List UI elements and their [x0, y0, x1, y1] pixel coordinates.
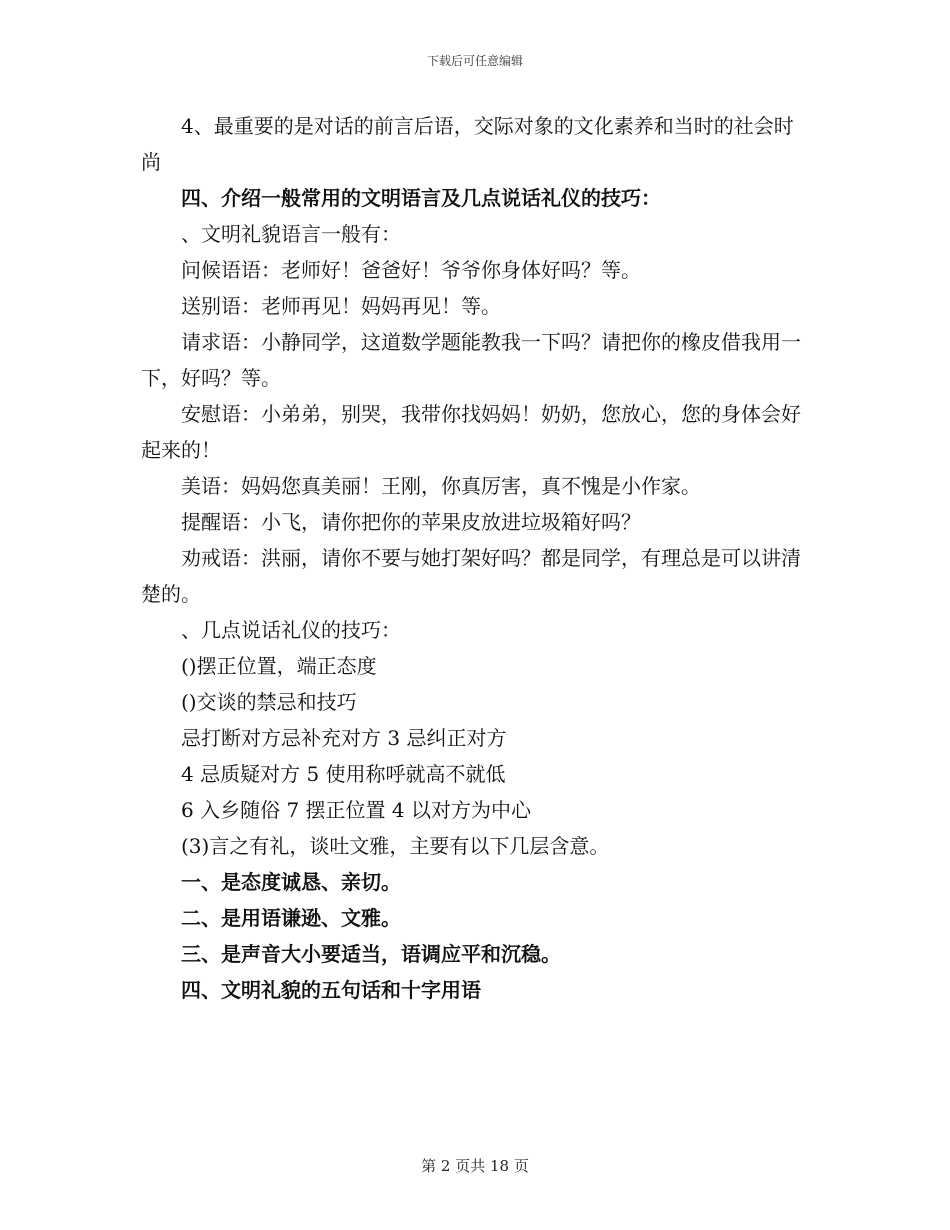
body-paragraph: 4、最重要的是对话的前言后语，交际对象的文化素养和当时的社会时尚 — [141, 114, 794, 174]
body-paragraph: 提醒语：小飞，请你把你的苹果皮放进垃圾箱好吗？ — [181, 510, 641, 534]
body-paragraph: 劝戒语：洪丽，请你不要与她打架好吗？都是同学，有理总是可以讲清楚的。 — [141, 546, 801, 606]
body-paragraph: (3)言之有礼，谈吐文雅，主要有以下几层含意。 — [181, 834, 610, 858]
page-header: 下载后可任意编辑 — [426, 54, 523, 68]
body-paragraph: 请求语：小静同学，这道数学题能教我一下吗？请把你的橡皮借我用一下，好吗？等。 — [141, 330, 801, 390]
body-paragraph: ()摆正位置，端正态度 — [181, 654, 377, 678]
section-heading: 三、是声音大小要适当，语调应平和沉稳。 — [181, 942, 561, 966]
body-paragraph: 、文明礼貌语言一般有： — [181, 222, 401, 246]
page-footer: 第 2 页共 18 页 — [421, 1157, 529, 1175]
body-paragraph: 6 入乡随俗 7 摆正位置 4 以对方为中心 — [181, 798, 531, 822]
body-paragraph: 忌打断对方忌补充对方 3 忌纠正对方 — [181, 726, 507, 750]
body-paragraph: ()交谈的禁忌和技巧 — [181, 690, 357, 714]
section-heading: 四、文明礼貌的五句话和十字用语 — [181, 978, 481, 1002]
body-paragraph: 、几点说话礼仪的技巧： — [181, 618, 401, 642]
section-heading: 二、是用语谦逊、文雅。 — [181, 906, 401, 930]
section-heading: 四、介绍一般常用的文明语言及几点说话礼仪的技巧： — [181, 186, 661, 210]
section-heading: 一、是态度诚恳、亲切。 — [181, 870, 401, 894]
document-body — [141, 108, 813, 1008]
body-paragraph: 美语：妈妈您真美丽！王刚，你真厉害，真不愧是小作家。 — [181, 474, 701, 498]
body-paragraph: 问候语语：老师好！爸爸好！爷爷你身体好吗？等。 — [181, 258, 641, 282]
body-paragraph: 送别语：老师再见！妈妈再见！等。 — [181, 294, 501, 318]
body-paragraph: 安慰语：小弟弟，别哭，我带你找妈妈！奶奶，您放心，您的身体会好起来的！ — [141, 402, 801, 462]
body-paragraph: 4 忌质疑对方 5 使用称呼就高不就低 — [181, 762, 506, 786]
